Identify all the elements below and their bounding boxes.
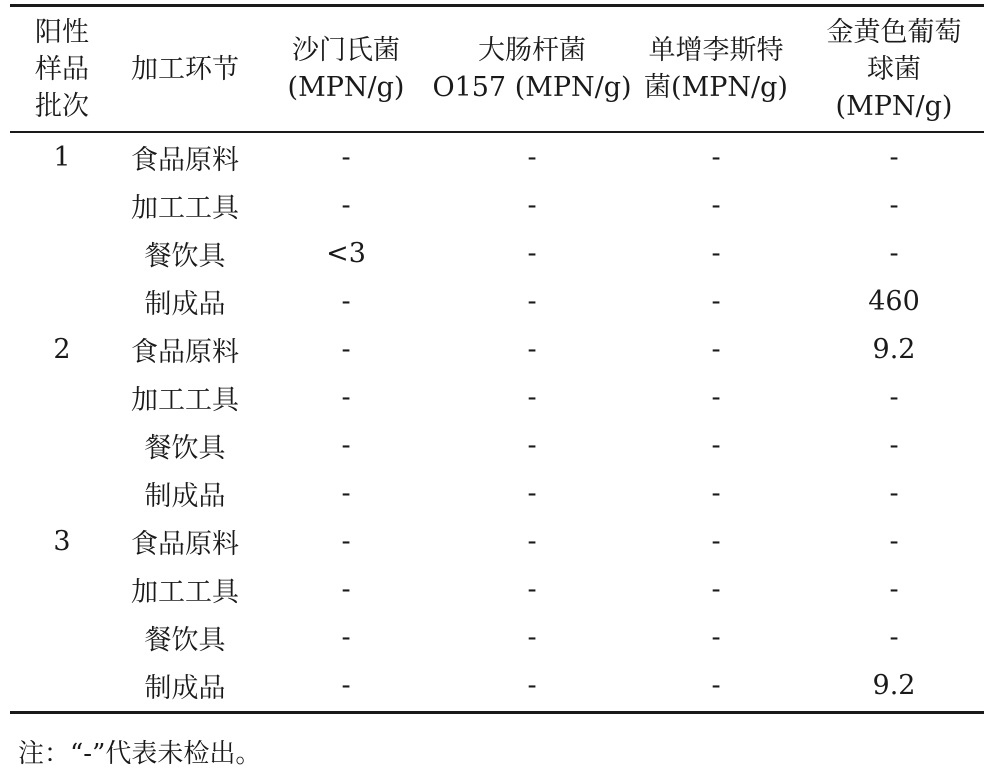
ecoli-cell: -: [527, 573, 537, 605]
batch-cell: [10, 277, 114, 325]
stage-cell: 制成品: [144, 288, 226, 320]
ecoli-cell: -: [527, 525, 537, 557]
salmonella-cell: -: [341, 141, 351, 173]
batch-cell: [10, 661, 114, 709]
batch-cell: 3: [53, 525, 71, 557]
batch-cell: 2: [53, 333, 71, 365]
ecoli-cell: -: [527, 669, 537, 701]
listeria-cell: -: [711, 285, 721, 317]
staph-cell: -: [889, 237, 899, 269]
listeria-cell: -: [711, 141, 721, 173]
staph-cell: -: [889, 429, 899, 461]
table-row: [10, 421, 984, 469]
stage-cell: 食品原料: [131, 528, 239, 560]
table-row: [10, 565, 984, 613]
ecoli-cell: -: [527, 141, 537, 173]
staph-cell: -: [889, 477, 899, 509]
salmonella-cell: -: [341, 573, 351, 605]
header-text: 批次: [35, 90, 89, 122]
salmonella-cell: -: [341, 381, 351, 413]
ecoli-cell: -: [527, 621, 537, 653]
table-bottom-rule: [10, 711, 984, 714]
table-row: [10, 133, 984, 181]
stage-cell: 制成品: [144, 480, 226, 512]
batch-cell: [10, 469, 114, 517]
batch-cell: [10, 373, 114, 421]
listeria-cell: -: [711, 429, 721, 461]
ecoli-cell: -: [527, 189, 537, 221]
staph-cell: -: [889, 621, 899, 653]
batch-cell: [10, 181, 114, 229]
table-body: [10, 133, 984, 709]
staph-cell: -: [889, 525, 899, 557]
staph-cell: -: [889, 381, 899, 413]
header-text: O157 (MPN/g): [432, 72, 632, 103]
header-text: 球菌: [867, 53, 921, 85]
listeria-cell: -: [711, 237, 721, 269]
stage-cell: 食品原料: [131, 336, 239, 368]
stage-cell: 餐饮具: [144, 432, 226, 464]
staph-cell: -: [889, 141, 899, 173]
listeria-cell: -: [711, 669, 721, 701]
header-ecoli-o157: [432, 7, 632, 131]
salmonella-cell: -: [341, 189, 351, 221]
table-row: [10, 613, 984, 661]
ecoli-cell: -: [527, 477, 537, 509]
salmonella-cell: -: [341, 621, 351, 653]
batch-cell: [10, 613, 114, 661]
header-salmonella: [256, 7, 436, 131]
header-text: 样品: [35, 53, 89, 85]
listeria-cell: -: [711, 573, 721, 605]
stage-cell: 制成品: [144, 672, 226, 704]
table-row: [10, 325, 984, 373]
stage-cell: 加工工具: [131, 576, 239, 608]
table-row: [10, 661, 984, 709]
table-row: [10, 277, 984, 325]
table-row: [10, 373, 984, 421]
listeria-cell: -: [711, 477, 721, 509]
salmonella-cell: -: [341, 333, 351, 365]
table-footnote: 注：“-”代表未检出。: [18, 739, 262, 769]
ecoli-cell: -: [527, 333, 537, 365]
header-processing-stage: [114, 7, 256, 131]
batch-cell: [10, 421, 114, 469]
staph-cell: -: [889, 573, 899, 605]
stage-cell: 加工工具: [131, 384, 239, 416]
header-text: 金黄色葡萄: [826, 16, 962, 48]
header-text: (MPN/g): [835, 90, 953, 122]
table-row: [10, 229, 984, 277]
header-listeria: [628, 7, 804, 131]
salmonella-cell: -: [341, 525, 351, 557]
table-row: [10, 181, 984, 229]
staph-cell: 9.2: [872, 333, 916, 365]
staph-cell: 9.2: [872, 669, 916, 701]
stage-cell: 食品原料: [131, 144, 239, 176]
table-row: [10, 469, 984, 517]
salmonella-cell: -: [341, 429, 351, 461]
stage-cell: 餐饮具: [144, 624, 226, 656]
ecoli-cell: -: [527, 237, 537, 269]
salmonella-cell: -: [341, 669, 351, 701]
ecoli-cell: -: [527, 429, 537, 461]
header-text: 单增李斯特: [648, 35, 784, 66]
batch-cell: [10, 565, 114, 613]
table-row: [10, 517, 984, 565]
header-text: 沙门氏菌: [292, 35, 400, 66]
salmonella-cell: -: [341, 477, 351, 509]
header-text: 菌(MPN/g): [644, 72, 788, 103]
batch-cell: 1: [53, 141, 71, 173]
batch-cell: [10, 229, 114, 277]
staph-cell: -: [889, 189, 899, 221]
header-positive-batch: [10, 7, 114, 131]
stage-cell: 加工工具: [131, 192, 239, 224]
listeria-cell: -: [711, 525, 721, 557]
header-text: 加工环节: [131, 53, 239, 85]
listeria-cell: -: [711, 381, 721, 413]
ecoli-cell: -: [527, 285, 537, 317]
header-text: (MPN/g): [287, 72, 405, 103]
listeria-cell: -: [711, 621, 721, 653]
salmonella-cell: <3: [326, 237, 366, 269]
staph-cell: 460: [868, 285, 920, 317]
stage-cell: 餐饮具: [144, 240, 226, 272]
listeria-cell: -: [711, 333, 721, 365]
header-staph-aureus: [804, 7, 984, 131]
header-text: 阳性: [35, 16, 89, 48]
header-text: 大肠杆菌: [478, 35, 586, 66]
table-header: [10, 7, 984, 131]
listeria-cell: -: [711, 189, 721, 221]
salmonella-cell: -: [341, 285, 351, 317]
ecoli-cell: -: [527, 381, 537, 413]
